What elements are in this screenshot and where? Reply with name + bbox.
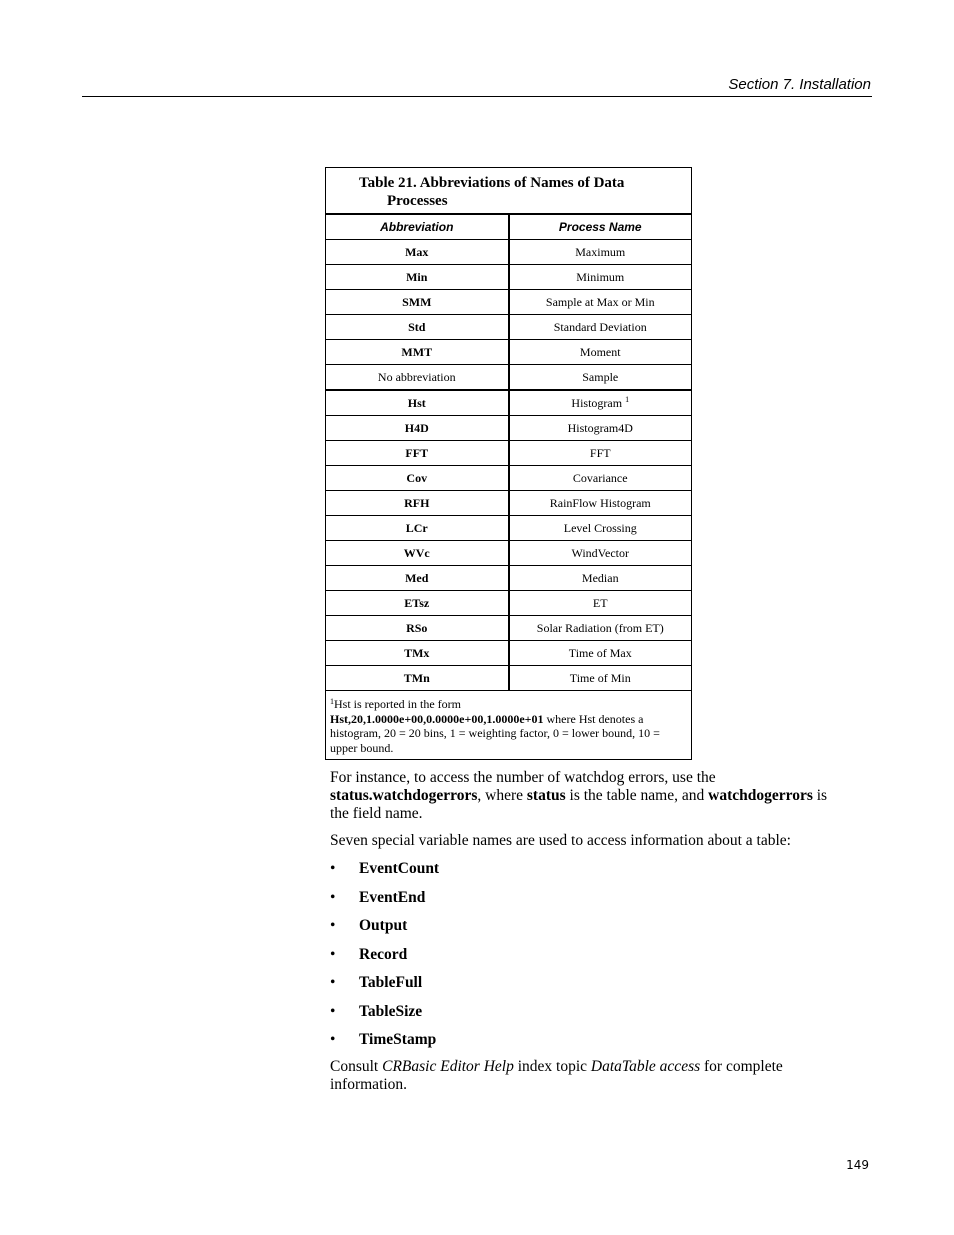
text-run: index topic [513,1058,591,1075]
table-row [326,591,692,616]
bullet-icon: • [330,860,336,877]
table-row [326,491,692,516]
table-row [326,315,692,340]
text-run: for complete information. [330,1058,783,1093]
paragraph-consult [330,1058,840,1094]
bullet-icon: • [330,945,336,963]
paragraph-watchdog [330,769,840,823]
list-item [330,860,439,889]
table-row [326,416,692,441]
process-name-cell: Maximum [509,240,692,265]
paragraph-special-names: Seven special variable names are used to access information about a table: [330,832,791,849]
table-row [326,365,692,391]
bullet-icon: • [330,888,336,906]
abbreviation-cell: Cov [326,466,509,491]
list-item-label: Record [359,945,408,963]
footnote-number: 1 [330,697,334,706]
list-item [330,946,439,975]
special-variable-list [330,860,439,1060]
abbreviation-cell: Med [326,566,509,591]
column-header-abbreviation: Abbreviation [326,214,509,240]
table-row [326,541,692,566]
process-name-cell: Solar Radiation (from ET) [509,616,692,641]
list-item-label: EventCount [359,860,440,877]
table-caption [326,168,692,215]
table-row [326,240,692,265]
footnote-rest: where Hst denotes a histogram, 20 = 20 bins, 1 = weighting factor, 0 = lower bound, 10 = upper bound. [330,711,660,755]
page-number: 149 [846,1158,869,1172]
reference-topic: DataTable access [590,1058,701,1075]
table-row [326,466,692,491]
header-rule [82,96,872,97]
process-name-cell [509,390,692,416]
process-name-cell: Sample [509,365,692,391]
process-name-cell: FFT [509,441,692,466]
abbreviation-cell: RSo [326,616,509,641]
process-name-cell: Histogram4D [509,416,692,441]
process-name-cell: Moment [509,340,692,365]
abbreviation-cell: TMn [326,666,509,691]
abbreviation-cell: SMM [326,290,509,315]
table-row [326,641,692,666]
process-name-cell: Median [509,566,692,591]
bullet-icon: • [330,974,336,991]
abbreviation-cell: Hst [326,390,509,416]
abbreviation-cell: WVc [326,541,509,566]
process-name-cell: Standard Deviation [509,315,692,340]
list-item [330,917,439,946]
list-item [330,1003,439,1032]
footnote-form: Hst,20,1.0000e+00,0.0000e+00,1.0000e+01 [330,711,544,726]
process-name-cell: Sample at Max or Min [509,290,692,315]
text-run: For instance, to access the number of watchdog errors, use the [330,769,716,786]
code-term: status [526,787,566,804]
reference-title: CRBasic Editor Help [382,1058,514,1075]
process-name-cell: RainFlow Histogram [509,491,692,516]
footnote-intro: Hst is reported in the form [334,697,461,711]
list-item-label: TableFull [359,974,423,991]
section-title: Section 7. Installation [728,76,871,93]
list-item-label: TimeStamp [359,1031,437,1048]
abbreviation-cell: H4D [326,416,509,441]
table-row [326,516,692,541]
list-item [330,1031,439,1060]
abbreviation-cell: No abbreviation [326,365,509,391]
bullet-icon: • [330,1002,336,1020]
table-row [326,390,692,416]
text-run: Consult [330,1058,383,1075]
list-item-label: Output [359,917,408,934]
abbreviation-cell: FFT [326,441,509,466]
column-header-process-name: Process Name [509,214,692,240]
process-name-cell: Minimum [509,265,692,290]
text-run: is the table name, and [565,787,709,804]
bullet-icon: • [330,1031,336,1048]
process-name-cell: Time of Min [509,666,692,691]
abbreviation-cell: MMT [326,340,509,365]
abbreviations-table [325,167,692,760]
table-row [326,616,692,641]
code-term: watchdogerrors [708,787,813,804]
table-caption-line2: Processes [387,193,448,209]
process-name-cell: Covariance [509,466,692,491]
process-name-cell: ET [509,591,692,616]
footnote-marker: 1 [625,395,630,404]
process-name-text: Histogram [571,396,623,410]
text-run: is the field name. [330,787,828,822]
table-row [326,340,692,365]
table-caption-line1: Table 21. Abbreviations of Names of Data [359,175,625,191]
table-footnote [326,691,692,760]
list-item-label: TableSize [359,1002,423,1020]
abbreviation-cell: LCr [326,516,509,541]
abbreviation-cell: ETsz [326,591,509,616]
table-row [326,441,692,466]
table-row [326,666,692,691]
table-row [326,265,692,290]
abbreviation-cell: RFH [326,491,509,516]
list-item-label: EventEnd [359,888,426,906]
abbreviation-cell: Max [326,240,509,265]
abbreviation-cell: Min [326,265,509,290]
table-row [326,566,692,591]
list-item [330,974,439,1003]
text-run: , where [477,787,527,804]
abbreviation-cell: TMx [326,641,509,666]
list-item [330,889,439,918]
process-name-cell: Level Crossing [509,516,692,541]
abbreviation-cell: Std [326,315,509,340]
process-name-cell: WindVector [509,541,692,566]
process-name-cell: Time of Max [509,641,692,666]
code-term: status.watchdogerrors [330,787,478,804]
table-header-row [326,214,692,240]
bullet-icon: • [330,917,336,934]
table-row [326,290,692,315]
